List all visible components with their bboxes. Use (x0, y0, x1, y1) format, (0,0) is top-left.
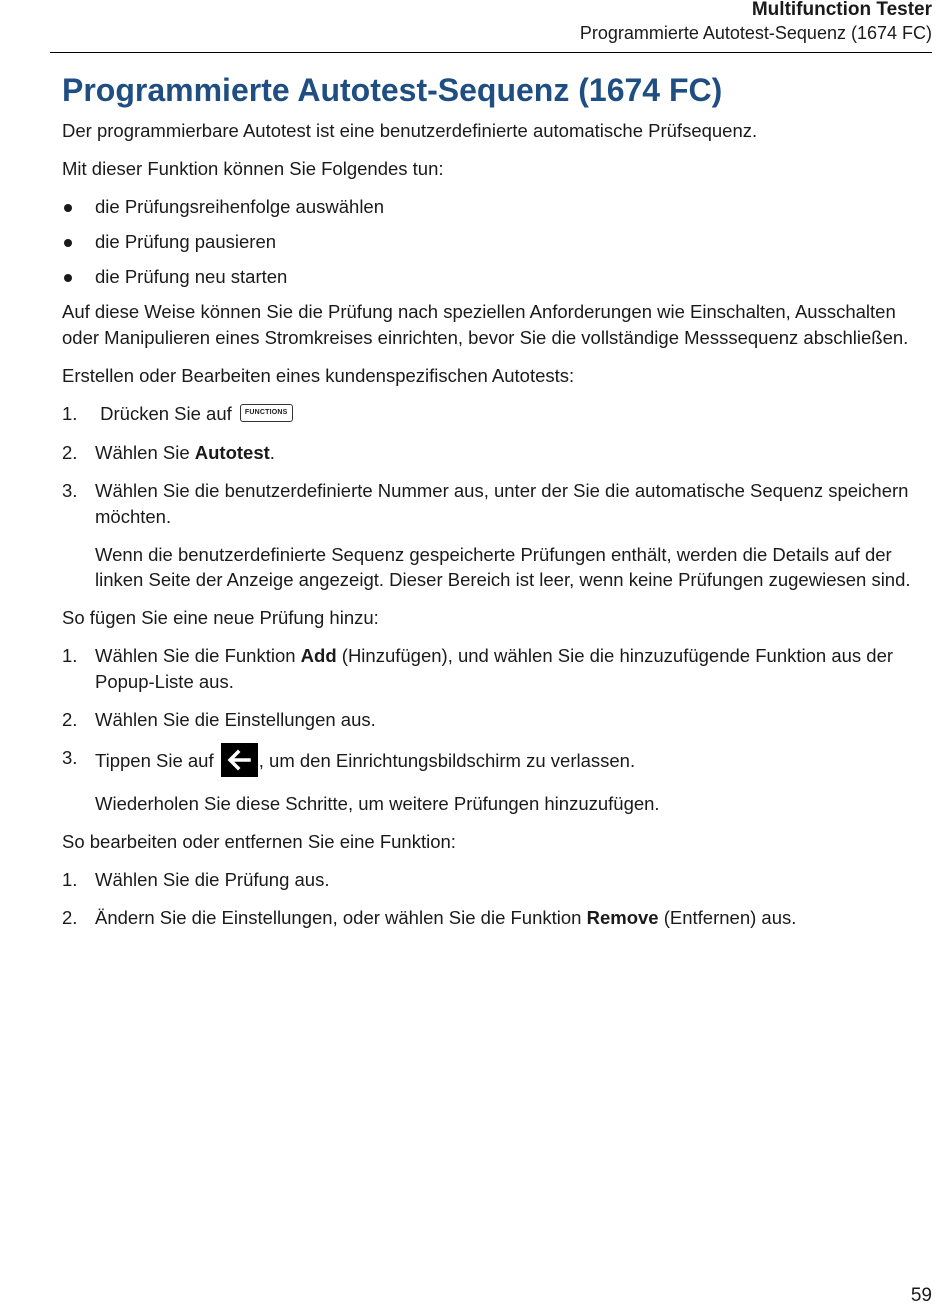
features-intro: Mit dieser Funktion können Sie Folgendes tun: (62, 158, 444, 179)
list-item: 2. Ändern Sie die Einstellungen, oder wählen Sie die Funktion Remove (Entfernen) aus. (62, 907, 797, 928)
list-item: die Prüfungsreihenfolge auswählen (62, 194, 934, 220)
step-note: Wenn die benutzerdefinierte Sequenz gespeicherte Prüfungen enthält, werden die Details auf der linken Seite der Anzeige angezeigt. Dieser Bereich ist leer, wenn keine Prüfungen zugewiesen sind. (95, 543, 911, 590)
page-content (62, 70, 934, 943)
bullet-icon (64, 239, 72, 247)
edit-heading: So bearbeiten oder entfernen Sie eine Funktion: (62, 831, 456, 852)
list-item: 1. Drücken Sie auf FUNCTIONS (62, 401, 934, 427)
purpose-paragraph: Auf diese Weise können Sie die Prüfung nach speziellen Anforderungen wie Einschalten, Ausschalten oder Manipulieren eines Stromkreises einrichten, bevor Sie die vollständige Messsequenz abschließen. (62, 301, 909, 348)
add-steps (62, 643, 934, 817)
create-steps (62, 401, 934, 593)
list-item: 1. Wählen Sie die Funktion Add (Hinzufügen), und wählen Sie die hinzuzufügende Funktion aus der Popup-Liste aus. (62, 645, 894, 692)
list-item: 2. Wählen Sie Autotest. (62, 442, 275, 463)
list-item: die Prüfung neu starten (62, 264, 934, 290)
bullet-icon (64, 274, 72, 282)
edit-steps (62, 867, 934, 931)
list-item: die Prüfung pausieren (62, 229, 934, 255)
features-list (62, 194, 934, 290)
list-item: 3. Wählen Sie die benutzerdefinierte Nummer aus, unter der Sie die automatische Sequenz speichern möchten. Wenn die benutzerdefinierte Sequenz gespeicherte Prüfungen enthält, werden die Details auf der linken Seite der Anzeige angezeigt. Dieser Bereich ist leer, wenn keine Prüfungen zugewiesen sind. (62, 478, 934, 593)
create-heading: Erstellen oder Bearbeiten eines kundenspezifischen Autotests: (62, 364, 575, 386)
header-section-title: Programmierte Autotest-Sequenz (1674 FC) (579, 23, 932, 43)
bullet-icon (64, 204, 72, 212)
back-arrow-icon (221, 743, 258, 777)
page-title: Programmierte Autotest-Sequenz (1674 FC) (62, 72, 723, 108)
list-item: 2. Wählen Sie die Einstellungen aus. (62, 708, 376, 730)
functions-key-icon: FUNCTIONS (240, 404, 293, 422)
page-number: 59 (910, 1285, 932, 1306)
add-heading: So fügen Sie eine neue Prüfung hinzu: (62, 607, 379, 628)
header-rule (50, 52, 932, 53)
running-header (580, 0, 932, 46)
list-item: 1. Wählen Sie die Prüfung aus. (62, 869, 330, 890)
intro-paragraph: Der programmierbare Autotest ist eine benutzerdefinierte automatische Prüfsequenz. (62, 120, 758, 141)
header-product-name: Multifunction Tester (751, 0, 932, 20)
list-item: 3. Tippen Sie auf , um den Einrichtungsbildschirm zu verlassen. Wiederholen Sie diese Schritte, um weitere Prüfungen hinzuzufügen. (62, 745, 934, 817)
step-note: Wiederholen Sie diese Schritte, um weitere Prüfungen hinzuzufügen. (95, 793, 660, 814)
